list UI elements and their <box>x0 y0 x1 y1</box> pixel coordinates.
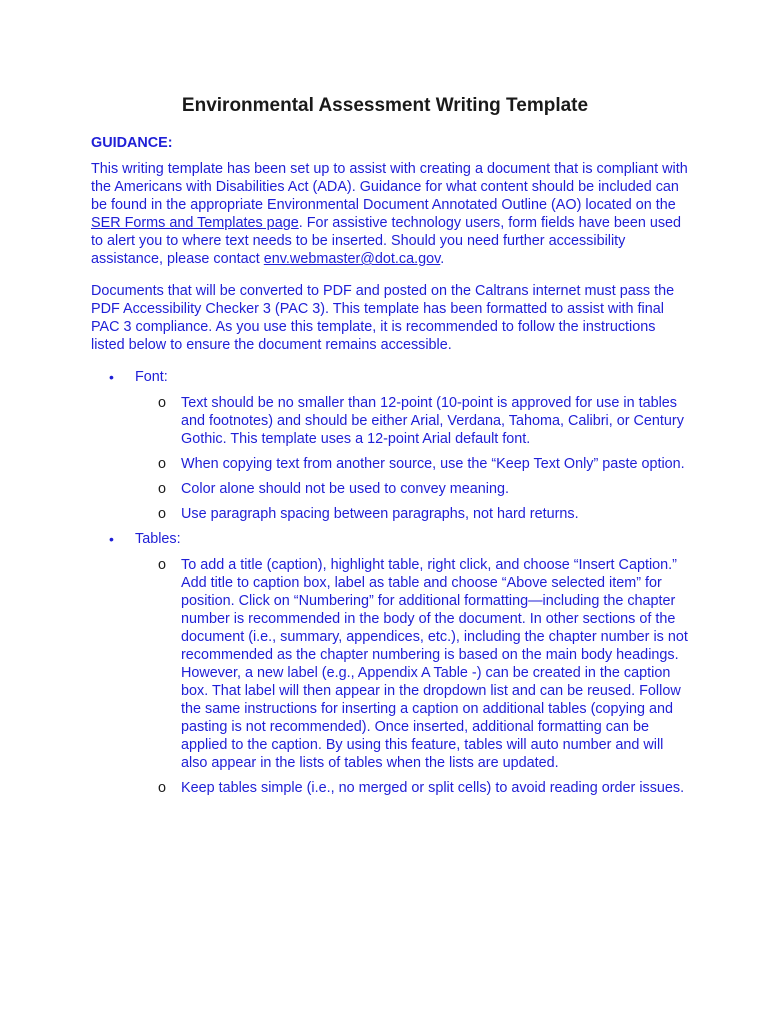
list-item-tables <box>91 530 691 797</box>
sub-bullet-icon: o <box>158 557 167 573</box>
list-item-text: To add a title (caption), highlight table, right click, and choose “Insert Caption.” Add title to caption box, label as table and choose “Above selected item” for position. Click on “Numbering” for additional formatting—including the chapter number is recommended in the body of the document. In other sections of the document (i.e., summary, appendices, etc.), including the chapter number is not recommended as the chapter numbering is based on the main body headings. However, a new label (e.g., Appendix A Table -) can be created in the caption box. That label will then appear in the dropdown list and can be reused. Follow the same instructions for inserting a caption on additional tables (copying and pasting is not recommended). Once inserted, additional formatting can be applied to the caption. By using this feature, tables will auto number and will also appear in the lists of tables when the lists are updated. <box>181 557 688 771</box>
guidance-heading: GUIDANCE: <box>91 135 173 151</box>
ser-forms-link[interactable]: SER Forms and Templates page <box>91 215 299 231</box>
font-sublist <box>135 394 691 523</box>
list-item <box>135 779 691 797</box>
contact-email-link[interactable]: env.webmaster@dot.ca.gov <box>263 251 441 267</box>
para1-text-before-link: This writing template has been set up to assist with creating a document that is compliant with the Americans with Disabilities Act (ADA). Guidance for what content should be included can be found in the appropriate Environmental Document Annotated Outline (AO) located on the <box>91 161 688 213</box>
list-item-label: Tables: <box>135 531 181 547</box>
bullet-icon: • <box>109 369 114 385</box>
list-item-font <box>91 368 691 523</box>
list-item <box>135 556 691 772</box>
document-title: Environmental Assessment Writing Template <box>181 95 589 116</box>
sub-bullet-icon: o <box>158 456 167 472</box>
tables-sublist <box>135 556 691 797</box>
instructions-list <box>91 368 691 797</box>
list-item-label: Font: <box>135 369 168 385</box>
guidance-paragraph-1 <box>91 160 691 268</box>
para1-text-after-link: . For assistive technology users, form fields have been used to alert you to where text needs to be inserted. Should you need further accessibility assistance, please contact <box>91 215 682 267</box>
sub-bullet-icon: o <box>158 395 167 411</box>
list-item-text: When copying text from another source, use the “Keep Text Only” paste option. <box>181 456 685 472</box>
sub-bullet-icon: o <box>158 780 167 796</box>
list-item-text: Color alone should not be used to convey meaning. <box>181 481 510 497</box>
guidance-paragraph-2: Documents that will be converted to PDF and posted on the Caltrans internet must pass the PDF Accessibility Checker 3 (PAC 3). This template has been formatted to assist with final PAC 3 compliance. As you use this template, it is recommended to follow the instructions listed below to ensure the document remains accessible. <box>91 283 675 353</box>
sub-bullet-icon: o <box>158 481 167 497</box>
list-item-text: Keep tables simple (i.e., no merged or split cells) to avoid reading order issues. <box>181 780 685 796</box>
list-item-text: Use paragraph spacing between paragraphs, not hard returns. <box>181 506 579 522</box>
list-item <box>135 505 691 523</box>
para1-end: . <box>440 251 445 267</box>
list-item-text: Text should be no smaller than 12-point (10-point is approved for use in tables and footnotes) and should be either Arial, Verdana, Tahoma, Calibri, or Century Gothic. This template uses a 12-point Arial default font. <box>181 395 684 447</box>
document-body <box>91 134 691 804</box>
bullet-icon: • <box>109 531 114 547</box>
sub-bullet-icon: o <box>158 506 167 522</box>
list-item <box>135 394 691 448</box>
list-item <box>135 480 691 498</box>
list-item <box>135 455 691 473</box>
